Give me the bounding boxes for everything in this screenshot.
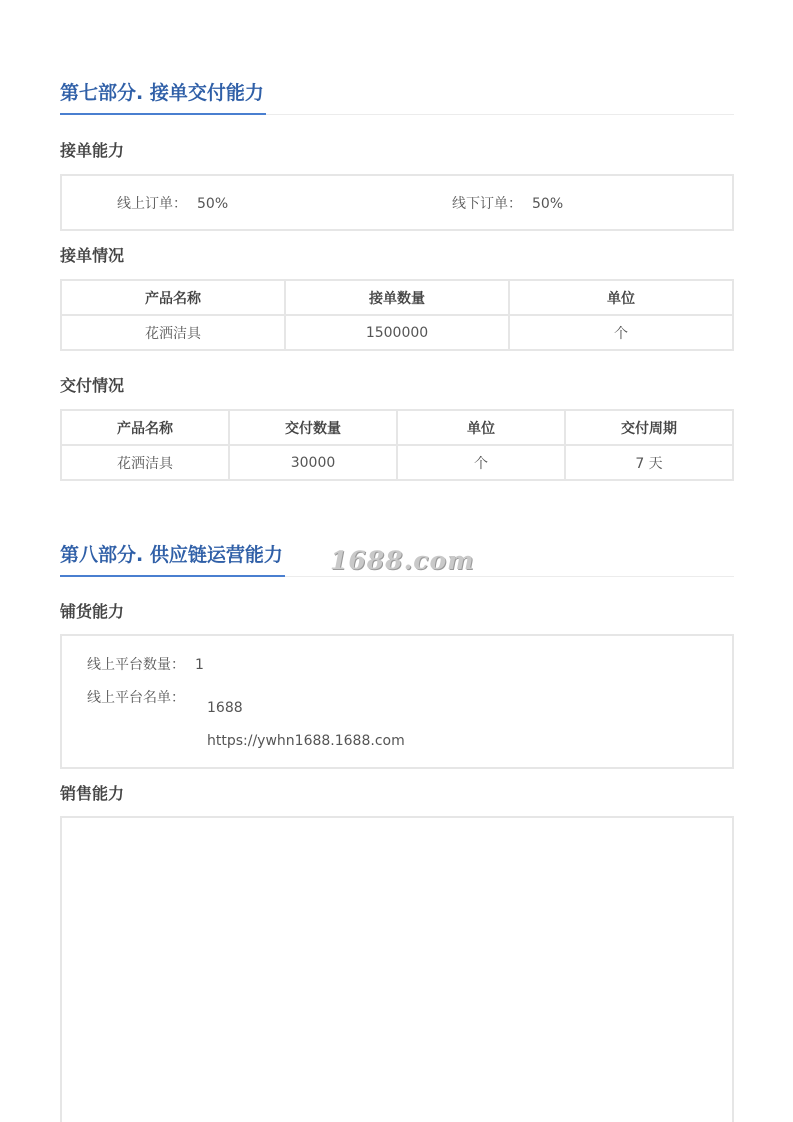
- section-7-header: [60, 81, 734, 115]
- platform-list: [207, 692, 405, 758]
- table-header-row: [61, 280, 733, 315]
- sales-capacity-box: [60, 816, 734, 1122]
- distribution-capacity-title: 铺货能力: [60, 602, 125, 621]
- table-cell: 30000: [229, 445, 397, 480]
- online-orders-value: 50%: [197, 196, 229, 212]
- table-cell: 个: [509, 315, 733, 350]
- table-cell: 1500000: [285, 315, 509, 350]
- online-orders-label: 线上订单：: [117, 196, 187, 212]
- order-capacity-title: 接单能力: [60, 141, 125, 160]
- table-header-row: [61, 410, 733, 445]
- offline-orders-value: 50%: [532, 196, 564, 212]
- order-status-table: [60, 279, 734, 351]
- offline-orders-label: 线下订单：: [452, 196, 522, 212]
- section-7-title: 第七部分. 接单交付能力: [60, 81, 266, 115]
- delivery-status-title: 交付情况: [60, 376, 125, 395]
- order-capacity-box: [60, 174, 734, 231]
- column-header: 交付数量: [229, 410, 397, 445]
- section-8-title: 第八部分. 供应链运营能力: [60, 543, 285, 577]
- offline-orders: [452, 195, 563, 213]
- order-status-title: 接单情况: [60, 246, 125, 265]
- column-header: 产品名称: [61, 410, 229, 445]
- column-header: 接单数量: [285, 280, 509, 315]
- delivery-status-table: [60, 409, 734, 481]
- list-item: 1688: [207, 700, 243, 716]
- platform-list-label: 线上平台名单：: [87, 690, 185, 706]
- sales-capacity-title: 销售能力: [60, 784, 125, 803]
- column-header: 产品名称: [61, 280, 285, 315]
- table-cell: 7 天: [565, 445, 733, 480]
- column-header: 交付周期: [565, 410, 733, 445]
- watermark-logo: 1688.com: [330, 546, 475, 575]
- online-orders: [117, 195, 228, 213]
- platform-count-value: 1: [195, 657, 204, 673]
- table-row: [61, 445, 733, 480]
- platform-count: [87, 656, 204, 674]
- table-cell: 个: [397, 445, 565, 480]
- column-header: 单位: [509, 280, 733, 315]
- table-row: [61, 315, 733, 350]
- table-cell: 花洒洁具: [61, 315, 285, 350]
- list-item[interactable]: https://ywhn1688.1688.com: [207, 733, 405, 749]
- column-header: 单位: [397, 410, 565, 445]
- table-cell: 花洒洁具: [61, 445, 229, 480]
- platform-count-label: 线上平台数量：: [87, 657, 185, 673]
